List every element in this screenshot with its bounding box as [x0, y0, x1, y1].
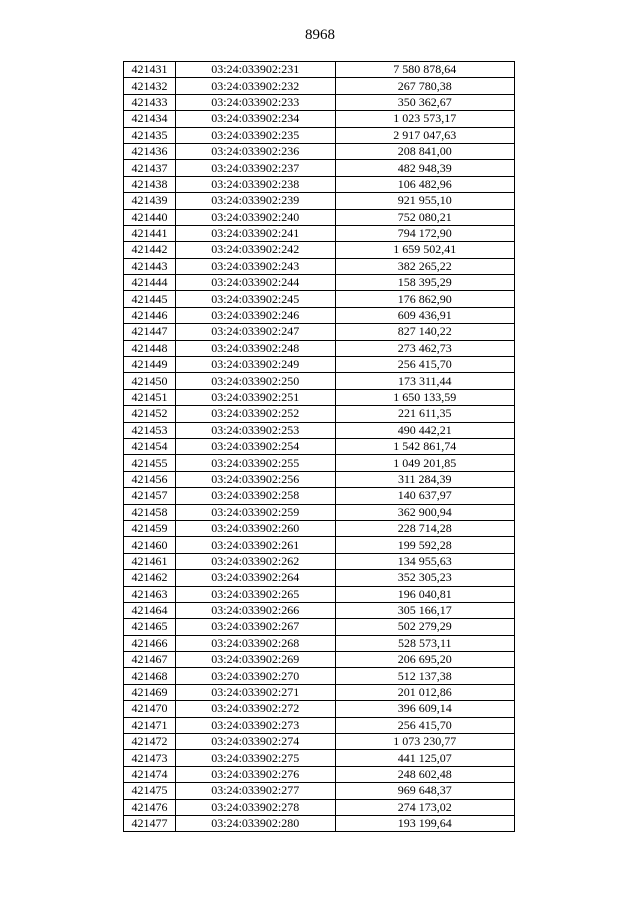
cadastral-number-cell: 03:24:033902:246	[175, 307, 335, 323]
cadastral-value-cell: 256 415,70	[335, 357, 514, 373]
table-row	[124, 734, 515, 750]
cadastral-number-cell: 03:24:033902:268	[175, 635, 335, 651]
cadastral-value-cell: 273 462,73	[335, 340, 514, 356]
table-row	[124, 504, 515, 520]
cadastral-number-cell: 03:24:033902:275	[175, 750, 335, 766]
table-row	[124, 422, 515, 438]
cadastral-number-cell: 03:24:033902:277	[175, 783, 335, 799]
cadastral-value-cell: 228 714,28	[335, 520, 514, 536]
page-number: 8968	[305, 27, 335, 43]
table-row	[124, 570, 515, 586]
row-number-cell: 421445	[124, 291, 176, 307]
row-number-cell: 421460	[124, 537, 176, 553]
row-number-cell: 421472	[124, 734, 176, 750]
row-number-cell: 421456	[124, 471, 176, 487]
cadastral-number-cell: 03:24:033902:267	[175, 619, 335, 635]
table-row	[124, 586, 515, 602]
cadastral-value-cell: 609 436,91	[335, 307, 514, 323]
cadastral-number-cell: 03:24:033902:264	[175, 570, 335, 586]
table-row	[124, 389, 515, 405]
row-number-cell: 421458	[124, 504, 176, 520]
cadastral-number-cell: 03:24:033902:250	[175, 373, 335, 389]
row-number-cell: 421461	[124, 553, 176, 569]
row-number-cell: 421457	[124, 488, 176, 504]
cadastral-number-cell: 03:24:033902:245	[175, 291, 335, 307]
row-number-cell: 421450	[124, 373, 176, 389]
cadastral-value-cell: 752 080,21	[335, 209, 514, 225]
row-number-cell: 421437	[124, 160, 176, 176]
cadastral-number-cell: 03:24:033902:239	[175, 193, 335, 209]
cadastral-value-cell: 827 140,22	[335, 324, 514, 340]
table-row	[124, 783, 515, 799]
table-row	[124, 94, 515, 110]
cadastral-value-cell: 206 695,20	[335, 652, 514, 668]
cadastral-number-cell: 03:24:033902:254	[175, 438, 335, 454]
table-row	[124, 799, 515, 815]
row-number-cell: 421475	[124, 783, 176, 799]
table-row	[124, 324, 515, 340]
cadastral-value-cell: 528 573,11	[335, 635, 514, 651]
cadastral-value-cell: 199 592,28	[335, 537, 514, 553]
table-row	[124, 258, 515, 274]
table-row	[124, 668, 515, 684]
table-row	[124, 127, 515, 143]
table-row	[124, 701, 515, 717]
cadastral-number-cell: 03:24:033902:266	[175, 602, 335, 618]
table-row	[124, 635, 515, 651]
row-number-cell: 421465	[124, 619, 176, 635]
row-number-cell: 421459	[124, 520, 176, 536]
table-row	[124, 619, 515, 635]
table-row	[124, 307, 515, 323]
row-number-cell: 421471	[124, 717, 176, 733]
cadastral-number-cell: 03:24:033902:238	[175, 176, 335, 192]
row-number-cell: 421449	[124, 357, 176, 373]
row-number-cell: 421446	[124, 307, 176, 323]
cadastral-number-cell: 03:24:033902:274	[175, 734, 335, 750]
cadastral-number-cell: 03:24:033902:236	[175, 143, 335, 159]
row-number-cell: 421452	[124, 406, 176, 422]
row-number-cell: 421463	[124, 586, 176, 602]
row-number-cell: 421453	[124, 422, 176, 438]
cadastral-number-cell: 03:24:033902:255	[175, 455, 335, 471]
row-number-cell: 421470	[124, 701, 176, 717]
row-number-cell: 421469	[124, 684, 176, 700]
cadastral-value-cell: 201 012,86	[335, 684, 514, 700]
cadastral-value-cell: 221 611,35	[335, 406, 514, 422]
cadastral-number-cell: 03:24:033902:256	[175, 471, 335, 487]
table-row	[124, 488, 515, 504]
cadastral-value-cell: 441 125,07	[335, 750, 514, 766]
cadastral-number-cell: 03:24:033902:244	[175, 275, 335, 291]
row-number-cell: 421440	[124, 209, 176, 225]
row-number-cell: 421462	[124, 570, 176, 586]
cadastral-value-cell: 502 279,29	[335, 619, 514, 635]
table-body	[124, 62, 515, 832]
row-number-cell: 421447	[124, 324, 176, 340]
cadastral-number-cell: 03:24:033902:265	[175, 586, 335, 602]
cadastral-number-cell: 03:24:033902:278	[175, 799, 335, 815]
table-row	[124, 553, 515, 569]
table-row	[124, 209, 515, 225]
table-row	[124, 406, 515, 422]
cadastral-number-cell: 03:24:033902:258	[175, 488, 335, 504]
table-row	[124, 62, 515, 78]
table-row	[124, 78, 515, 94]
cadastral-number-cell: 03:24:033902:269	[175, 652, 335, 668]
cadastral-value-cell: 106 482,96	[335, 176, 514, 192]
row-number-cell: 421439	[124, 193, 176, 209]
row-number-cell: 421438	[124, 176, 176, 192]
table-row	[124, 225, 515, 241]
cadastral-number-cell: 03:24:033902:243	[175, 258, 335, 274]
cadastral-value-cell: 352 305,23	[335, 570, 514, 586]
cadastral-value-cell: 256 415,70	[335, 717, 514, 733]
cadastral-number-cell: 03:24:033902:242	[175, 242, 335, 258]
table-row	[124, 143, 515, 159]
cadastral-value-cell: 921 955,10	[335, 193, 514, 209]
cadastral-number-cell: 03:24:033902:272	[175, 701, 335, 717]
table-row	[124, 471, 515, 487]
cadastral-value-cell: 382 265,22	[335, 258, 514, 274]
cadastral-value-cell: 1 023 573,17	[335, 111, 514, 127]
cadastral-value-cell: 274 173,02	[335, 799, 514, 815]
cadastral-value-cell: 193 199,64	[335, 815, 514, 831]
row-number-cell: 421444	[124, 275, 176, 291]
cadastral-number-cell: 03:24:033902:261	[175, 537, 335, 553]
cadastral-value-cell: 1 073 230,77	[335, 734, 514, 750]
row-number-cell: 421467	[124, 652, 176, 668]
cadastral-number-cell: 03:24:033902:270	[175, 668, 335, 684]
cadastral-number-cell: 03:24:033902:240	[175, 209, 335, 225]
cadastral-value-cell: 311 284,39	[335, 471, 514, 487]
table-row	[124, 242, 515, 258]
row-number-cell: 421432	[124, 78, 176, 94]
cadastral-number-cell: 03:24:033902:252	[175, 406, 335, 422]
row-number-cell: 421474	[124, 766, 176, 782]
cadastral-value-cell: 196 040,81	[335, 586, 514, 602]
cadastral-value-cell: 482 948,39	[335, 160, 514, 176]
cadastral-number-cell: 03:24:033902:260	[175, 520, 335, 536]
cadastral-number-cell: 03:24:033902:247	[175, 324, 335, 340]
cadastral-value-table	[123, 61, 515, 832]
row-number-cell: 421464	[124, 602, 176, 618]
row-number-cell: 421435	[124, 127, 176, 143]
cadastral-value-cell: 512 137,38	[335, 668, 514, 684]
cadastral-number-cell: 03:24:033902:248	[175, 340, 335, 356]
row-number-cell: 421441	[124, 225, 176, 241]
cadastral-value-cell: 1 049 201,85	[335, 455, 514, 471]
row-number-cell: 421443	[124, 258, 176, 274]
table-row	[124, 717, 515, 733]
cadastral-number-cell: 03:24:033902:273	[175, 717, 335, 733]
cadastral-value-cell: 362 900,94	[335, 504, 514, 520]
cadastral-number-cell: 03:24:033902:235	[175, 127, 335, 143]
row-number-cell: 421455	[124, 455, 176, 471]
table-row	[124, 438, 515, 454]
cadastral-number-cell: 03:24:033902:249	[175, 357, 335, 373]
cadastral-number-cell: 03:24:033902:232	[175, 78, 335, 94]
cadastral-value-cell: 794 172,90	[335, 225, 514, 241]
cadastral-value-cell: 173 311,44	[335, 373, 514, 389]
row-number-cell: 421436	[124, 143, 176, 159]
cadastral-number-cell: 03:24:033902:253	[175, 422, 335, 438]
table-row	[124, 537, 515, 553]
cadastral-number-cell: 03:24:033902:262	[175, 553, 335, 569]
cadastral-number-cell: 03:24:033902:231	[175, 62, 335, 78]
table-row	[124, 357, 515, 373]
cadastral-value-cell: 158 395,29	[335, 275, 514, 291]
table-row	[124, 291, 515, 307]
row-number-cell: 421477	[124, 815, 176, 831]
cadastral-value-cell: 2 917 047,63	[335, 127, 514, 143]
row-number-cell: 421468	[124, 668, 176, 684]
table-row	[124, 652, 515, 668]
row-number-cell: 421473	[124, 750, 176, 766]
row-number-cell: 421476	[124, 799, 176, 815]
cadastral-value-cell: 396 609,14	[335, 701, 514, 717]
cadastral-value-cell: 134 955,63	[335, 553, 514, 569]
cadastral-number-cell: 03:24:033902:234	[175, 111, 335, 127]
table-row	[124, 176, 515, 192]
row-number-cell: 421434	[124, 111, 176, 127]
cadastral-value-cell: 305 166,17	[335, 602, 514, 618]
row-number-cell: 421466	[124, 635, 176, 651]
table-row	[124, 373, 515, 389]
row-number-cell: 421433	[124, 94, 176, 110]
cadastral-number-cell: 03:24:033902:233	[175, 94, 335, 110]
cadastral-number-cell: 03:24:033902:237	[175, 160, 335, 176]
row-number-cell: 421442	[124, 242, 176, 258]
cadastral-value-cell: 248 602,48	[335, 766, 514, 782]
cadastral-value-cell: 350 362,67	[335, 94, 514, 110]
table-row	[124, 520, 515, 536]
table-row	[124, 455, 515, 471]
cadastral-value-cell: 1 542 861,74	[335, 438, 514, 454]
table-row	[124, 275, 515, 291]
cadastral-number-cell: 03:24:033902:280	[175, 815, 335, 831]
table-row	[124, 111, 515, 127]
cadastral-number-cell: 03:24:033902:251	[175, 389, 335, 405]
table-row	[124, 815, 515, 831]
cadastral-number-cell: 03:24:033902:271	[175, 684, 335, 700]
cadastral-value-cell: 176 862,90	[335, 291, 514, 307]
row-number-cell: 421451	[124, 389, 176, 405]
table-row	[124, 340, 515, 356]
table-row	[124, 750, 515, 766]
table-row	[124, 766, 515, 782]
cadastral-number-cell: 03:24:033902:241	[175, 225, 335, 241]
cadastral-value-cell: 267 780,38	[335, 78, 514, 94]
table-row	[124, 160, 515, 176]
cadastral-value-cell: 7 580 878,64	[335, 62, 514, 78]
cadastral-number-cell: 03:24:033902:259	[175, 504, 335, 520]
cadastral-value-cell: 1 650 133,59	[335, 389, 514, 405]
table-row	[124, 602, 515, 618]
cadastral-value-cell: 208 841,00	[335, 143, 514, 159]
table-row	[124, 684, 515, 700]
cadastral-value-cell: 1 659 502,41	[335, 242, 514, 258]
row-number-cell: 421448	[124, 340, 176, 356]
cadastral-value-cell: 969 648,37	[335, 783, 514, 799]
row-number-cell: 421431	[124, 62, 176, 78]
table-row	[124, 193, 515, 209]
cadastral-value-cell: 140 637,97	[335, 488, 514, 504]
cadastral-value-cell: 490 442,21	[335, 422, 514, 438]
row-number-cell: 421454	[124, 438, 176, 454]
cadastral-number-cell: 03:24:033902:276	[175, 766, 335, 782]
